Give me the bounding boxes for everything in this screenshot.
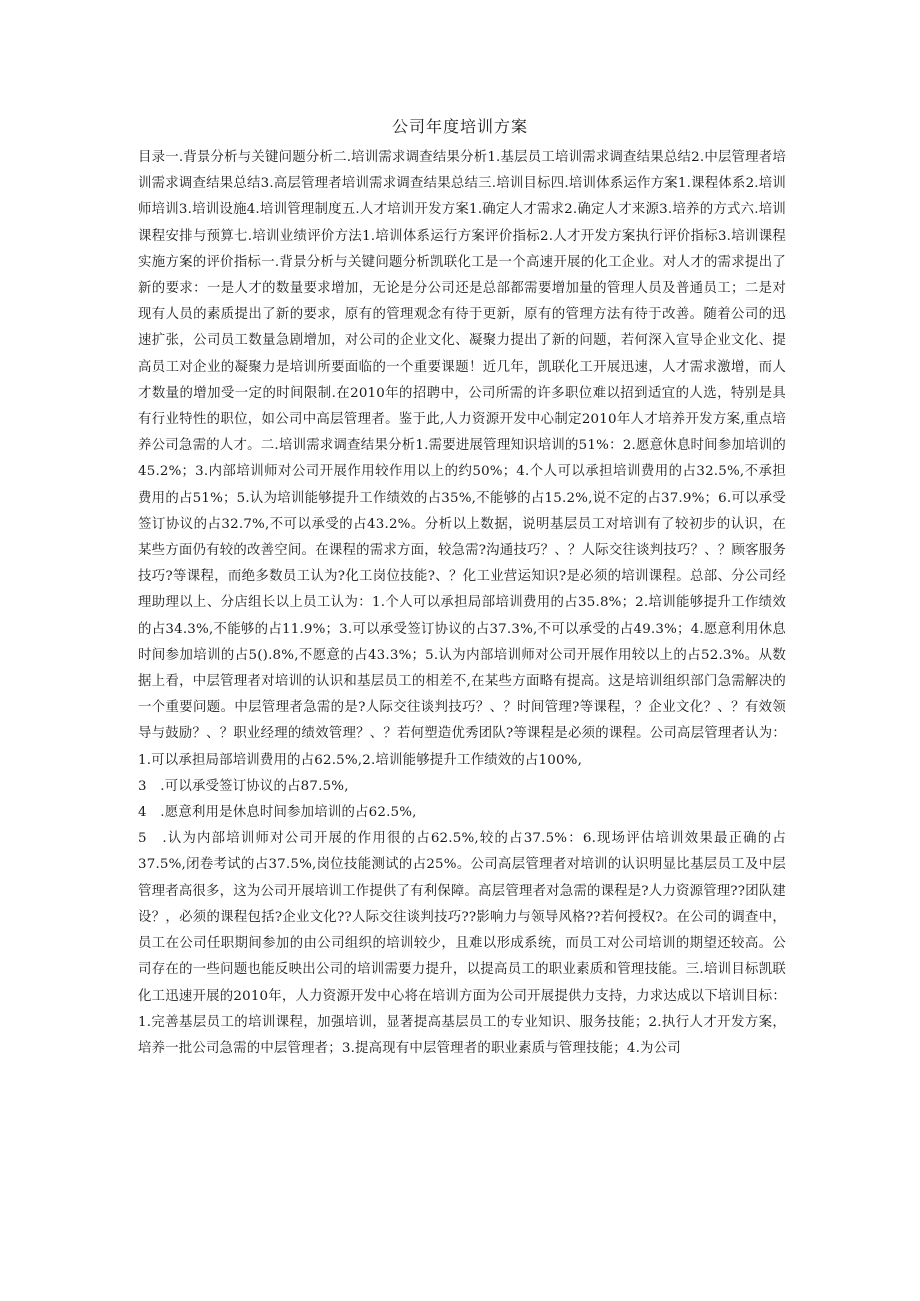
document-title: 公司年度培训方案 (391, 117, 528, 136)
list-line-3: 3 .可以承受签订协议的占87.5%, (138, 778, 349, 794)
document-body (138, 145, 786, 1062)
list-line-4: 4 .愿意利用是休息时间参加培训的占62.5%, (138, 805, 417, 821)
body-paragraph-closing: 5 .认为内部培训师对公司开展的作用很的占62.5%,较的占37.5%：6.现场评估培训效果最正确的占37.5%,闭卷考试的占37.5%,岗位技能测试的占25%。公司高层管理者对培训的认识明显比基层员工及中层管理者高很多，这为公司开展培训工作提供了有利保障。高层管理者对急需的课程是?人力资源管理??团队建设？，必须的课程包括?企业文化??人际交往谈判技巧??影响力与领导风格??若何授权?。在公司的调查中，员工在公司任职期间参加的由公司组织的培训较少，且难以形成系统，而员工对公司培训的期望还较高。公司存在的一些问题也能反映出公司的培训需要力提升，以提高员工的职业素质和管理技能。三.培训目标凯联化工迅速开展的2010年，人力资源开发中心将在培训方面为公司开展提供力支持，力求达成以下培训目标：1.完善基层员工的培训课程，加强培训，显著提高基层员工的专业知识、服务技能；2.执行人才开发方案，培养一批公司急需的中层管理者；3.提高现有中层管理者的职业素质与管理技能；4.为公司 (138, 831, 786, 1056)
body-paragraph-main: 目录一.背景分析与关键问题分析二.培训需求调查结果分析1.基层员工培训需求调查结果总结2.中层管理者培训需求调查结果总结3.高层管理者培训需求调查结果总结三.培训目标四.培训体系运作方案1.课程体系2.培训师培训3.培训设施4.培训管理制度五.人才培训开发方案1.确定人才需求2.确定人才来源3.培养的方式六.培训课程安排与预算七.培训业绩评价方法1.培训体系运行方案评价指标2.人才开发方案执行评价指标3.培训课程实施方案的评价指标一.背景分析与关键问题分析凯联化工是一个高速开展的化工企业。对人才的需求提出了新的要求：一是人才的数量要求增加，无论是分公司还是总部都需要增加量的管理人员及普通员工；二是对现有人员的素质提出了新的要求，原有的管理观念有待于更新，原有的管理方法有待于改善。随着公司的迅速扩张，公司员工数量急剧增加，对公司的企业文化、凝聚力提出了新的问题，若何深入宣导企业文化、提高员工对企业的凝聚力是培训所要面临的一个重要课题！近几年，凯联化工开展迅速，人才需求激增，而人才数量的增加受一定的时间限制.在2010年的招聘中，公司所需的许多职位难以招到适宜的人选，特别是具有行业特性的职位，如公司中高层管理者。鉴于此,人力资源开发中心制定2010年人才培养开发方案,重点培养公司急需的人才。二.培训需求调查结果分析1.需要进展管理知识培训的51%：2.愿意休息时间参加培训的45.2%；3.内部培训师对公司开展作用较作用以上的约50%；4.个人可以承担培训费用的占32.5%,不承担费用的占51%；5.认为培训能够提升工作绩效的占35%,不能够的占15.2%,说不定的占37.9%；6.可以承受签订协议的占32.7%,不可以承受的占43.2%。分析以上数据，说明基层员工对培训有了较初步的认识，在某些方面仍有较的改善空间。在课程的需求方面，较急需?沟通技巧？、？人际交往谈判技巧？、？顾客服务技巧?等课程，而绝多数员工认为?化工岗位技能?、？化工业营运知识?是必须的培训课程。总部、分公司经理助理以上、分店组长以上员工认为：1.个人可以承担局部培训费用的占35.8%；2.培训能够提升工作绩效的占34.3%,不能够的占11.9%；3.可以承受签订协议的占37.3%,不可以承受的占49.3%；4.愿意利用休息时间参加培训的占5().8%,不愿意的占43.3%；5.认为内部培训师对公司开展作用较以上的占52.3%。从数据上看，中层管理者对培训的认识和基层员工的相差不,在某些方面略有提高。这是培训组织部门急需解决的一个重要问题。中层管理者急需的是?人际交往谈判技巧？、？时间管理?等课程，？企业文化？、？有效领导与鼓励？、？职业经理的绩效管理？、？若何塑造优秀团队?等课程是必须的课程。公司高层管理者认为：1.可以承担局部培训费用的占62.5%,2.培训能够提升工作绩效的占100%, (138, 150, 786, 768)
